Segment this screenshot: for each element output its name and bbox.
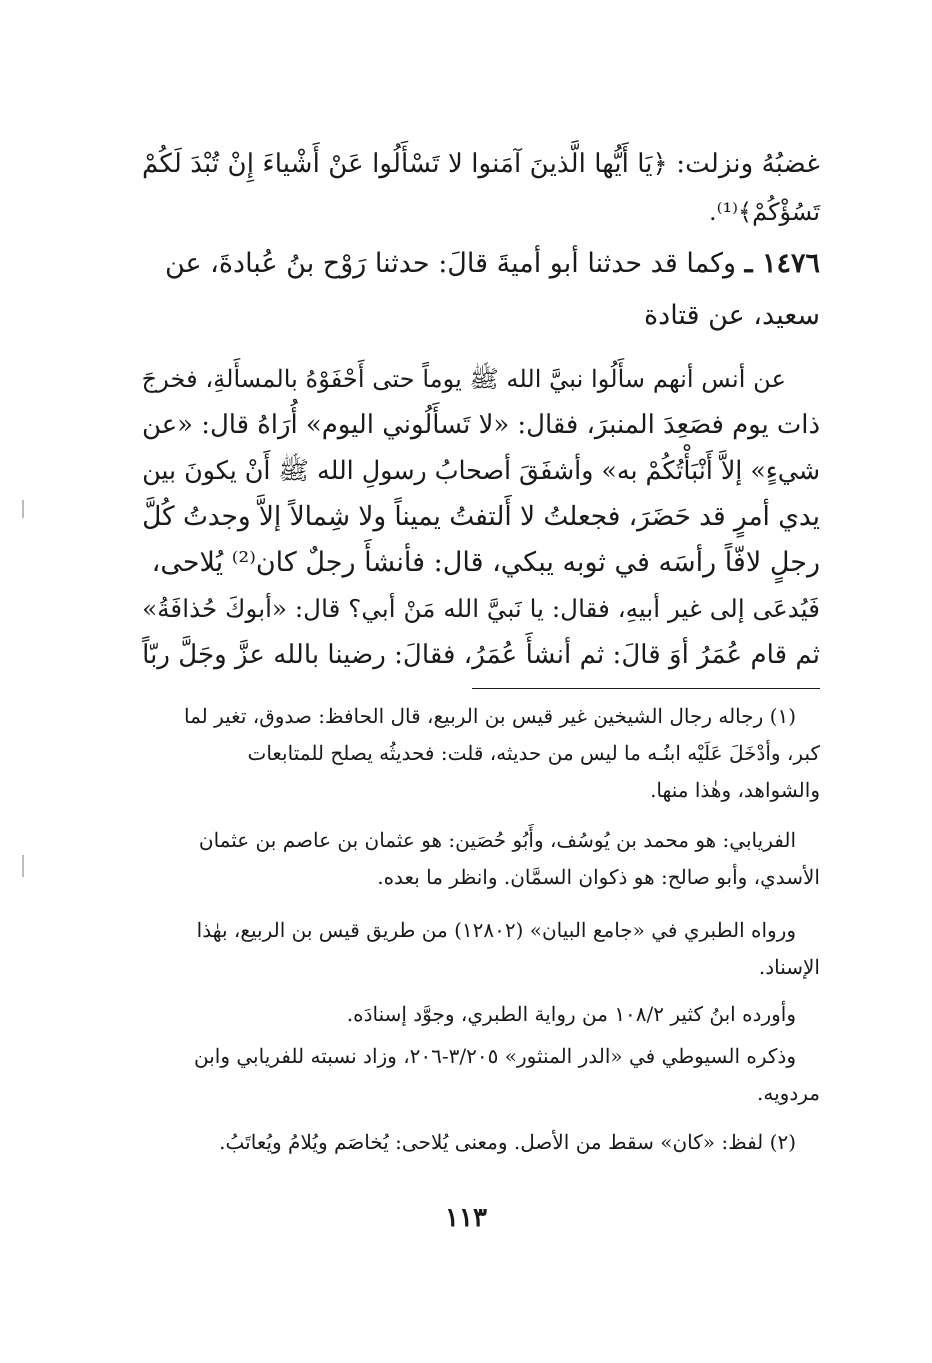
- scan-mark: [22, 855, 24, 877]
- footnote-1-para-2: [128, 822, 820, 896]
- hadith-header: [128, 242, 820, 338]
- footnote-line: وأورده ابنُ كثير ١٠٨/٢ من رواية الطبري، وجوَّد إسنادَه.: [346, 1002, 796, 1026]
- footnote-line: ورواه الطبري في «جامع البيان» (١٢٨٠٢) من طريق قيس بن الربيع، بهٰذا: [196, 918, 796, 942]
- footnote-line: الأسدي، وأبو صالح: هو ذكوان السمَّان. وانظر ما بعده.: [377, 865, 820, 889]
- hadith-number: ١٤٧٦ ـ: [744, 248, 820, 279]
- main-text-intro: [128, 142, 820, 186]
- text-line: شيءٍ» إلاَّ أَنْبَأْتُكُمْ به» وأشفَقَ أصحابُ رسولِ الله ﷺ أَنْ يكونَ بين: [142, 456, 820, 485]
- footnote-1-para-4: [128, 996, 820, 1033]
- footnote-separator: [472, 688, 820, 689]
- text-line: غضبُهُ ونزلت: ﴿يَا أَيُّها الَّذينَ آمَنوا لا تَسْأَلُوا عَنْ أَشْياءَ إِنْ تُبْدَ لَكُمْ: [141, 149, 820, 179]
- text-line: ثم قام عُمَرُ أوَ قالَ: ثم أنشأَ عُمَرُ، فقالَ: رضينا بالله عزَّ وجَلَّ ربّاً: [142, 640, 820, 670]
- text-line: ذات يوم فصَعِدَ المنبرَ، فقال: «لا تَسأَلُوني اليوم» أُرَاهُ قال: «عن: [142, 410, 820, 440]
- text-line: سعيد، عن قتادة: [644, 300, 820, 331]
- text-line: رجلٍ لافّاً رأسَه في ثوبه يبكي، قال: فأنشأَ رجلٌ كان⁽²⁾ يُلاحى،: [151, 547, 820, 578]
- hadith-body: [128, 356, 820, 678]
- hadith-isnad-line: وكما قد حدثنا أبو أميةَ قالَ: حدثنا رَوْح بنُ عُبادةَ، عن: [164, 248, 737, 279]
- footnote-line: وذكره السيوطي في «الدر المنثور» ٣/٢٠٥-٢٠٦، وزاد نسبته للفريابي وابن: [194, 1044, 796, 1068]
- text-line: عن أنس أنهم سأَلُوا نبيَّ الله ﷺ يوماً حتى أَحْفَوْهُ بالمسأَلةِ، فخرجَ: [141, 365, 786, 393]
- page-number: ١١٣: [445, 1203, 487, 1233]
- footnote-line: مردويه.: [757, 1081, 820, 1105]
- text-line: فَيُدعَى إلى غير أبيهِ، فقال: يا نَبيَّ الله مَنْ أبي؟ قال: «أبوكَ حُذافَةُ»: [142, 594, 820, 623]
- scan-mark: [22, 500, 24, 518]
- footnote-line: الفريابي: هو محمد بن يُوسُف، وأَبُو حُصَين: هو عثمان بن عاصم بن عثمان: [198, 828, 796, 852]
- footnote-1: [128, 698, 820, 809]
- footnote-line: كبر، وأدْخَلَ عَلَيْه ابنُـه ما ليس من حديثه، قلت: فحديثُه يصلح للمتابعات: [247, 741, 820, 765]
- text-line: [128, 242, 820, 286]
- footnote-line: (٢) لفظ: «كان» سقط من الأصل. ومعنى يُلاحى: يُخاصَم ويُلامُ ويُعاتَبُ.: [219, 1130, 796, 1154]
- text-line: تَسُؤْكُمْ﴾⁽¹⁾.: [709, 198, 820, 226]
- main-text-intro-end: [128, 190, 820, 234]
- footnote-line: (١) رجاله رجال الشيخين غير قيس بن الربيع، قال الحافظ: صدوق، تغير لما: [184, 704, 796, 728]
- footnote-line: الإسناد.: [758, 955, 820, 979]
- footnote-line: والشواهد، وهٰذا منها.: [650, 778, 820, 802]
- footnote-1-para-5: [128, 1038, 820, 1112]
- text-line: يدي أمرٍ قد حَضَرَ، فجعلتُ لا أَلتفتُ يميناً ولا شِمالاً إلاَّ وجدتُ كُلَّ: [142, 502, 820, 532]
- footnote-2: [128, 1124, 820, 1161]
- footnote-1-para-3: [128, 912, 820, 986]
